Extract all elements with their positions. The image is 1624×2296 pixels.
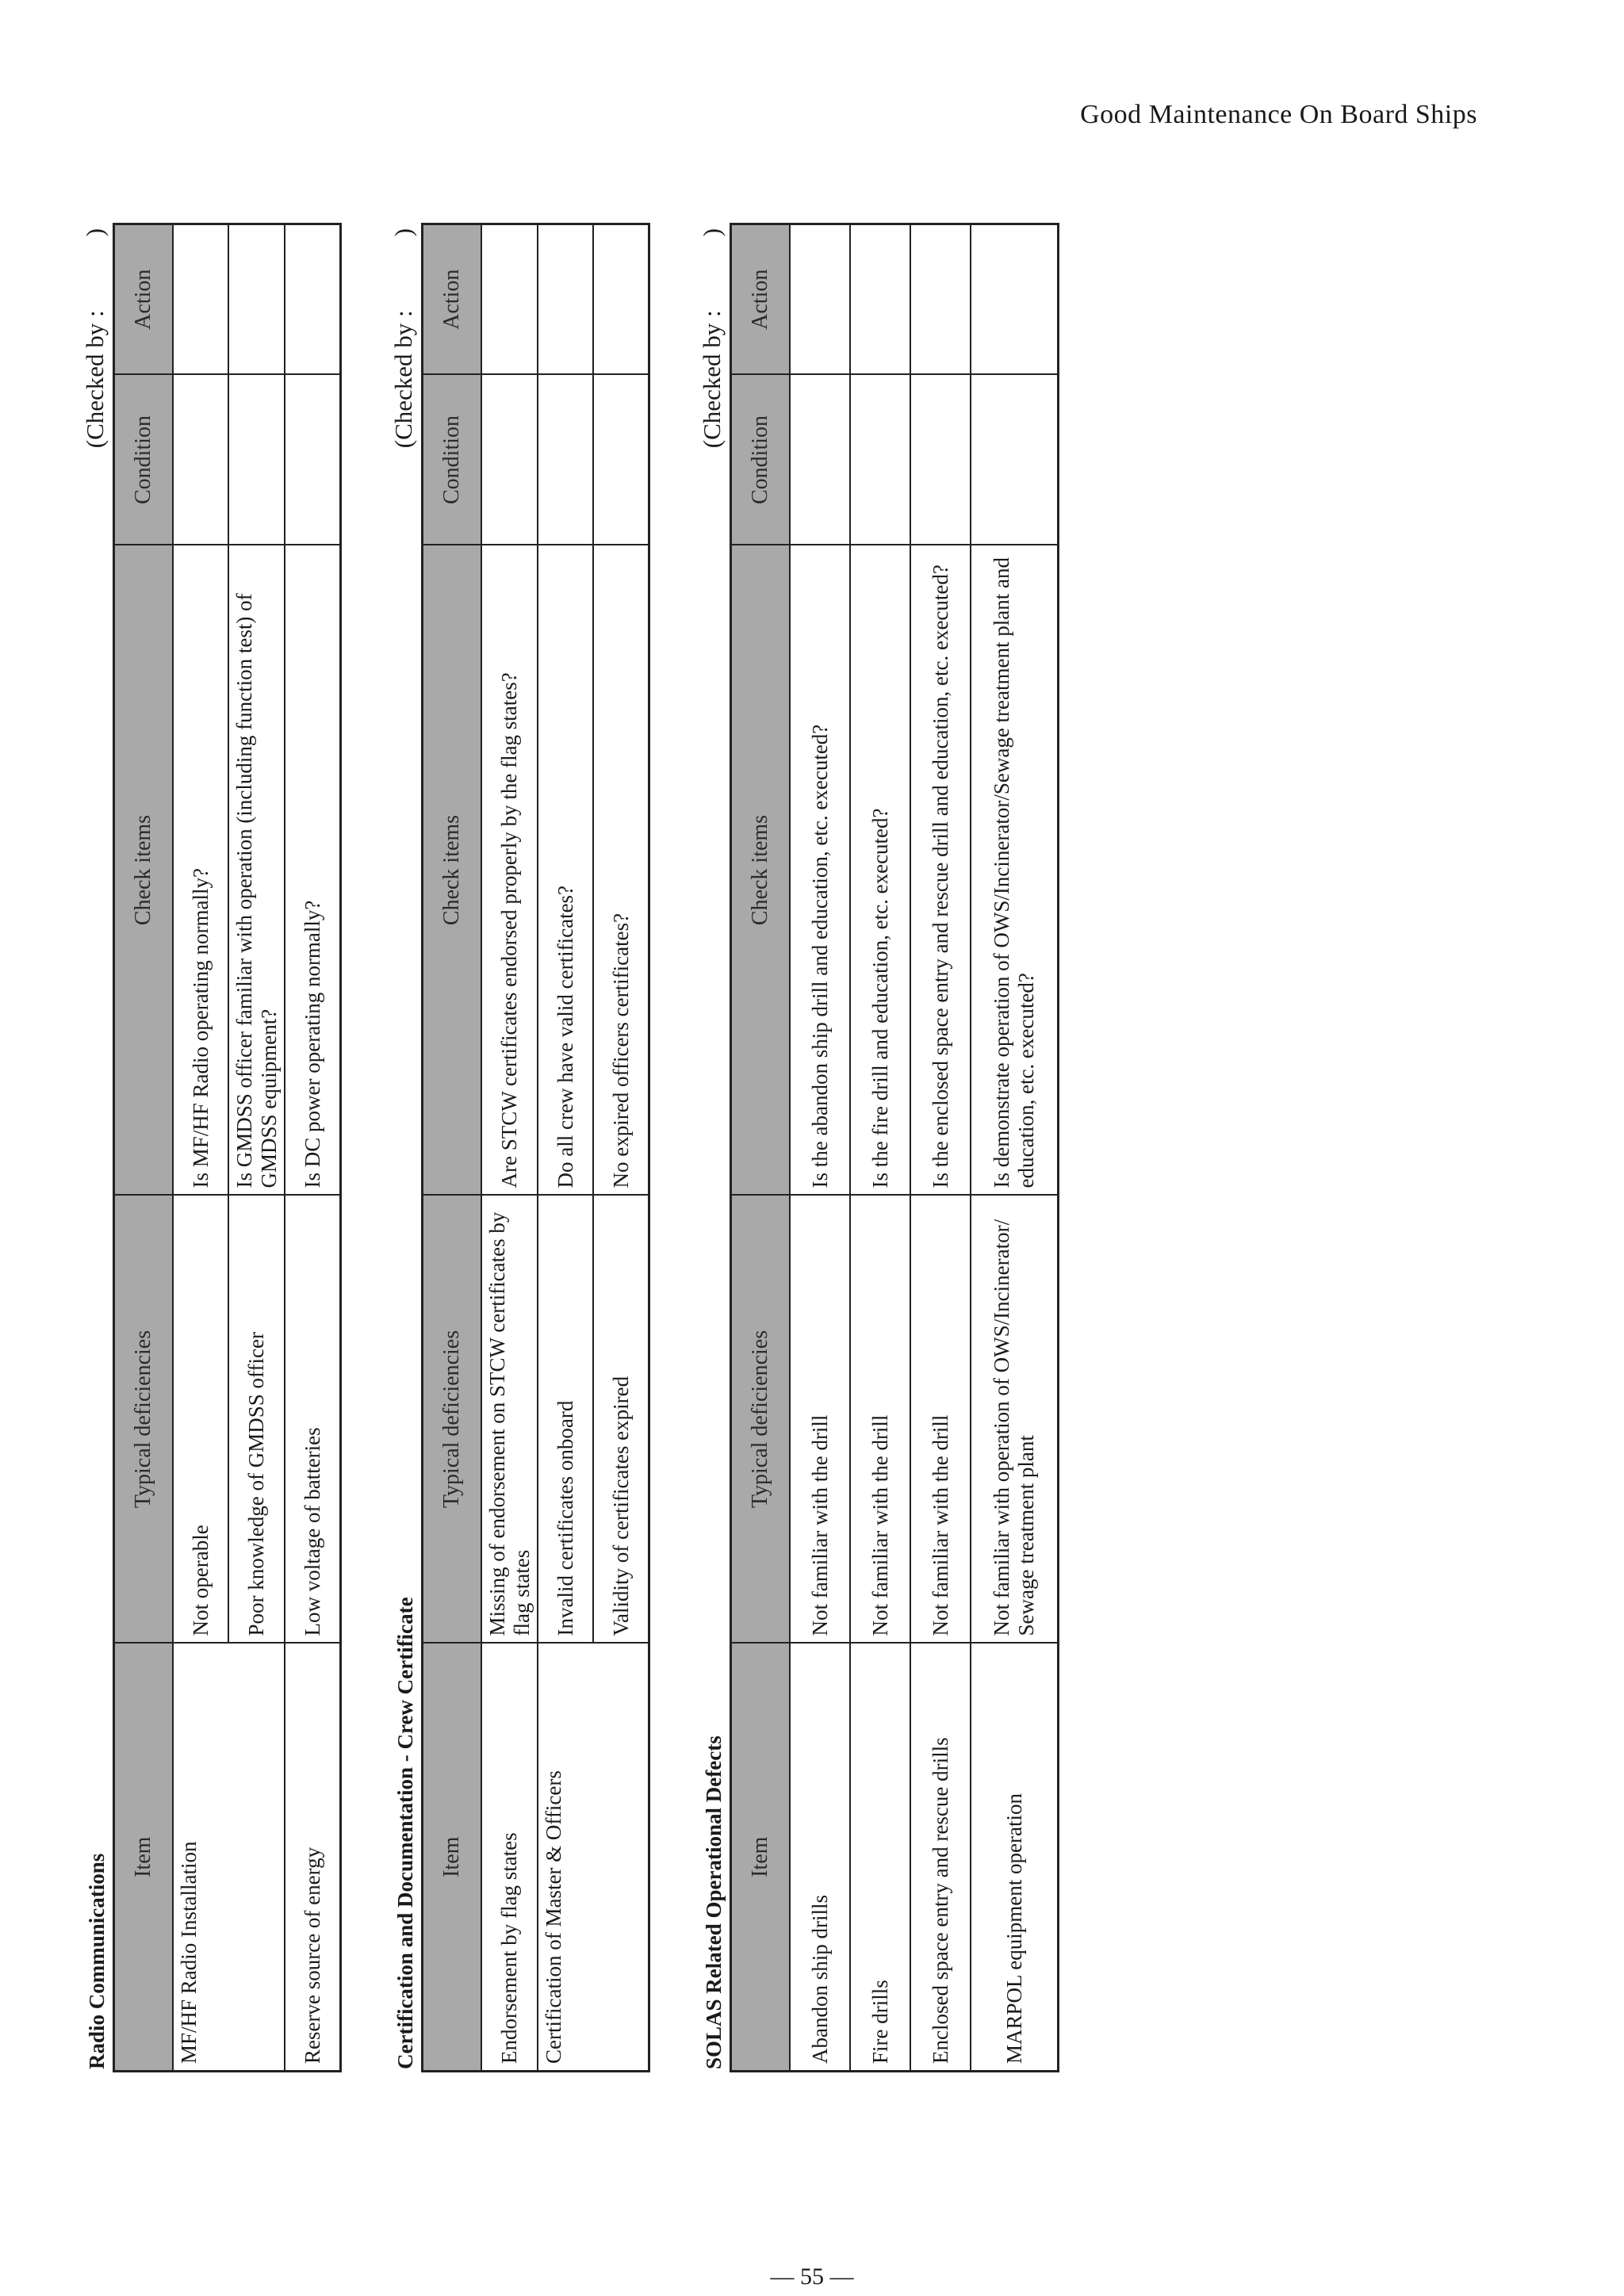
checklist-table (113, 223, 342, 2072)
header-deficiencies: Typical deficiencies (731, 1196, 791, 1644)
cell-check: Is the fire drill and education, etc. executed? (850, 545, 910, 1196)
cell-deficiency: Missing of endorsement on STCW certificates by flag states (481, 1196, 538, 1644)
cell-deficiency: Not operable (173, 1196, 228, 1644)
cell-check: Is the abandon ship drill and education, etc. executed? (790, 545, 850, 1196)
cell-condition[interactable] (910, 375, 971, 545)
header-check-items: Check items (731, 545, 791, 1196)
cell-condition[interactable] (285, 375, 341, 545)
cell-check: Do all crew have valid certificates? (538, 545, 593, 1196)
cell-condition[interactable] (228, 375, 285, 545)
section-certification-documentation (388, 225, 650, 2072)
header-condition: Condition (731, 375, 791, 545)
page-number: — 55 — (770, 2263, 854, 2290)
cell-condition[interactable] (481, 375, 538, 545)
section-title: Certification and Documentation - Crew Certificate (393, 1597, 417, 2069)
table-row (481, 224, 538, 2072)
cell-item (593, 1644, 649, 2072)
checklist-table (730, 223, 1059, 2072)
header-condition: Condition (423, 375, 482, 545)
cell-item: Abandon ship drills (790, 1644, 850, 2072)
table-header-row (731, 224, 791, 2072)
cell-item: Reserve source of energy (285, 1644, 341, 2072)
cell-action[interactable] (593, 224, 649, 375)
checked-by-label: (Checked by : ) (698, 228, 726, 449)
header-action: Action (423, 224, 482, 375)
cell-condition[interactable] (593, 375, 649, 545)
table-row (285, 224, 341, 2072)
checked-by-label: (Checked by : ) (81, 228, 109, 449)
header-item: Item (423, 1644, 482, 2072)
header-action: Action (114, 224, 174, 375)
checklist-table (421, 223, 650, 2072)
cell-action[interactable] (481, 224, 538, 375)
cell-deficiency: Not familiar with operation of OWS/Incinerator/ Sewage treatment plant (971, 1196, 1058, 1644)
table-row (910, 224, 971, 2072)
cell-condition[interactable] (538, 375, 593, 545)
header-check-items: Check items (423, 545, 482, 1196)
cell-check: No expired officers certificates? (593, 545, 649, 1196)
section-title: SOLAS Related Operational Defects (702, 1735, 726, 2069)
table-row (971, 224, 1058, 2072)
cell-item: Certification of Master & Officers (538, 1644, 593, 2072)
checked-by-label: (Checked by : ) (389, 228, 417, 449)
cell-deficiency: Poor knowledge of GMDSS officer (228, 1196, 285, 1644)
cell-deficiency: Not familiar with the drill (910, 1196, 971, 1644)
cell-item (228, 1644, 285, 2072)
cell-action[interactable] (228, 224, 285, 375)
header-item: Item (114, 1644, 174, 2072)
cell-deficiency: Low voltage of batteries (285, 1196, 341, 1644)
header-condition: Condition (114, 375, 174, 545)
section-radio-communications (79, 225, 342, 2072)
header-item: Item (731, 1644, 791, 2072)
cell-check: Is DC power operating normally? (285, 545, 341, 1196)
header-check-items: Check items (114, 545, 174, 1196)
cell-item: MARPOL equipment operation (971, 1644, 1058, 2072)
cell-deficiency: Validity of certificates expired (593, 1196, 649, 1644)
running-header: Good Maintenance On Board Ships (1080, 100, 1477, 129)
cell-action[interactable] (790, 224, 850, 375)
cell-item: Endorsement by flag states (481, 1644, 538, 2072)
table-row (593, 224, 649, 2072)
table-header-row (423, 224, 482, 2072)
cell-item: MF/HF Radio Installation (173, 1644, 228, 2072)
cell-check: Is GMDSS officer familiar with operation (including function test) of GMDSS equipment? (228, 545, 285, 1196)
cell-check: Is MF/HF Radio operating normally? (173, 545, 228, 1196)
cell-check: Is demonstrate operation of OWS/Incinerator/Sewage treatment plant and education, etc. executed? (971, 545, 1058, 1196)
table-row (790, 224, 850, 2072)
cell-condition[interactable] (173, 375, 228, 545)
table-row (173, 224, 228, 2072)
cell-action[interactable] (850, 224, 910, 375)
cell-condition[interactable] (790, 375, 850, 545)
table-row (228, 224, 285, 2072)
cell-check: Is the enclosed space entry and rescue drill and education, etc. executed? (910, 545, 971, 1196)
cell-item: Fire drills (850, 1644, 910, 2072)
table-row (850, 224, 910, 2072)
cell-check: Are STCW certificates endorsed properly by the flag states? (481, 545, 538, 1196)
cell-action[interactable] (173, 224, 228, 375)
cell-action[interactable] (971, 224, 1058, 375)
cell-condition[interactable] (971, 375, 1058, 545)
header-deficiencies: Typical deficiencies (114, 1196, 174, 1644)
cell-action[interactable] (285, 224, 341, 375)
cell-action[interactable] (910, 224, 971, 375)
table-header-row (114, 224, 174, 2072)
cell-condition[interactable] (850, 375, 910, 545)
rotated-page-content (79, 225, 1110, 2072)
section-solas-operational-defects (696, 225, 1059, 2072)
header-deficiencies: Typical deficiencies (423, 1196, 482, 1644)
section-title: Radio Communications (85, 1853, 109, 2069)
header-action: Action (731, 224, 791, 375)
cell-deficiency: Not familiar with the drill (850, 1196, 910, 1644)
cell-deficiency: Not familiar with the drill (790, 1196, 850, 1644)
cell-action[interactable] (538, 224, 593, 375)
cell-deficiency: Invalid certificates onboard (538, 1196, 593, 1644)
table-row (538, 224, 593, 2072)
cell-item: Enclosed space entry and rescue drills (910, 1644, 971, 2072)
